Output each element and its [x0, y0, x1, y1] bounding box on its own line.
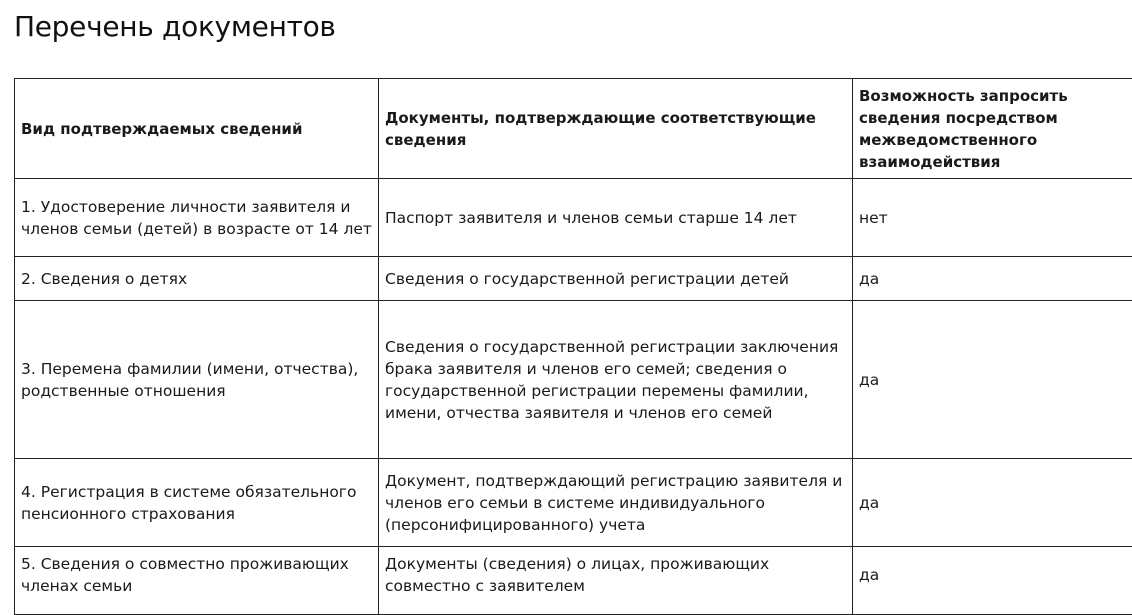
- column-header-info-type: Вид подтверждаемых сведений: [15, 79, 379, 179]
- cell-interagency-request: да: [853, 547, 1132, 615]
- cell-interagency-request: да: [853, 257, 1132, 301]
- table-body: [15, 179, 1132, 615]
- cell-info-type: 5. Сведения о совместно проживающих членах семьи: [15, 547, 379, 615]
- column-header-documents: Документы, подтверждающие соответствующие сведения: [379, 79, 853, 179]
- cell-documents: Сведения о государственной регистрации заключения брака заявителя и членов его семей; сведения о государственной регистрации перемены фамилии, имени, отчества заявителя и членов его семей: [379, 301, 853, 459]
- cell-documents: Документы (сведения) о лицах, проживающих совместно с заявителем: [379, 547, 853, 615]
- table-header-row: [15, 79, 1132, 179]
- table-row: [15, 179, 1132, 257]
- column-header-interagency-request: Возможность запросить сведения посредством межведомственного взаимодействия: [853, 79, 1132, 179]
- table-row: [15, 257, 1132, 301]
- cell-info-type: 4. Регистрация в системе обязательного пенсионного страхования: [15, 459, 379, 547]
- cell-documents: Документ, подтверждающий регистрацию заявителя и членов его семьи в системе индивидуального (персонифицированного) учета: [379, 459, 853, 547]
- cell-interagency-request: да: [853, 301, 1132, 459]
- cell-documents: Сведения о государственной регистрации детей: [379, 257, 853, 301]
- cell-interagency-request: да: [853, 459, 1132, 547]
- documents-table: [14, 78, 1132, 615]
- cell-interagency-request: нет: [853, 179, 1132, 257]
- cell-info-type: 2. Сведения о детях: [15, 257, 379, 301]
- cell-info-type: 3. Перемена фамилии (имени, отчества), родственные отношения: [15, 301, 379, 459]
- table-header: [15, 79, 1132, 179]
- table-row: [15, 547, 1132, 615]
- table-row: [15, 459, 1132, 547]
- cell-info-type: 1. Удостоверение личности заявителя и членов семьи (детей) в возрасте от 14 лет: [15, 179, 379, 257]
- cell-documents: Паспорт заявителя и членов семьи старше 14 лет: [379, 179, 853, 257]
- page-title: Перечень документов: [14, 8, 336, 46]
- table-row: [15, 301, 1132, 459]
